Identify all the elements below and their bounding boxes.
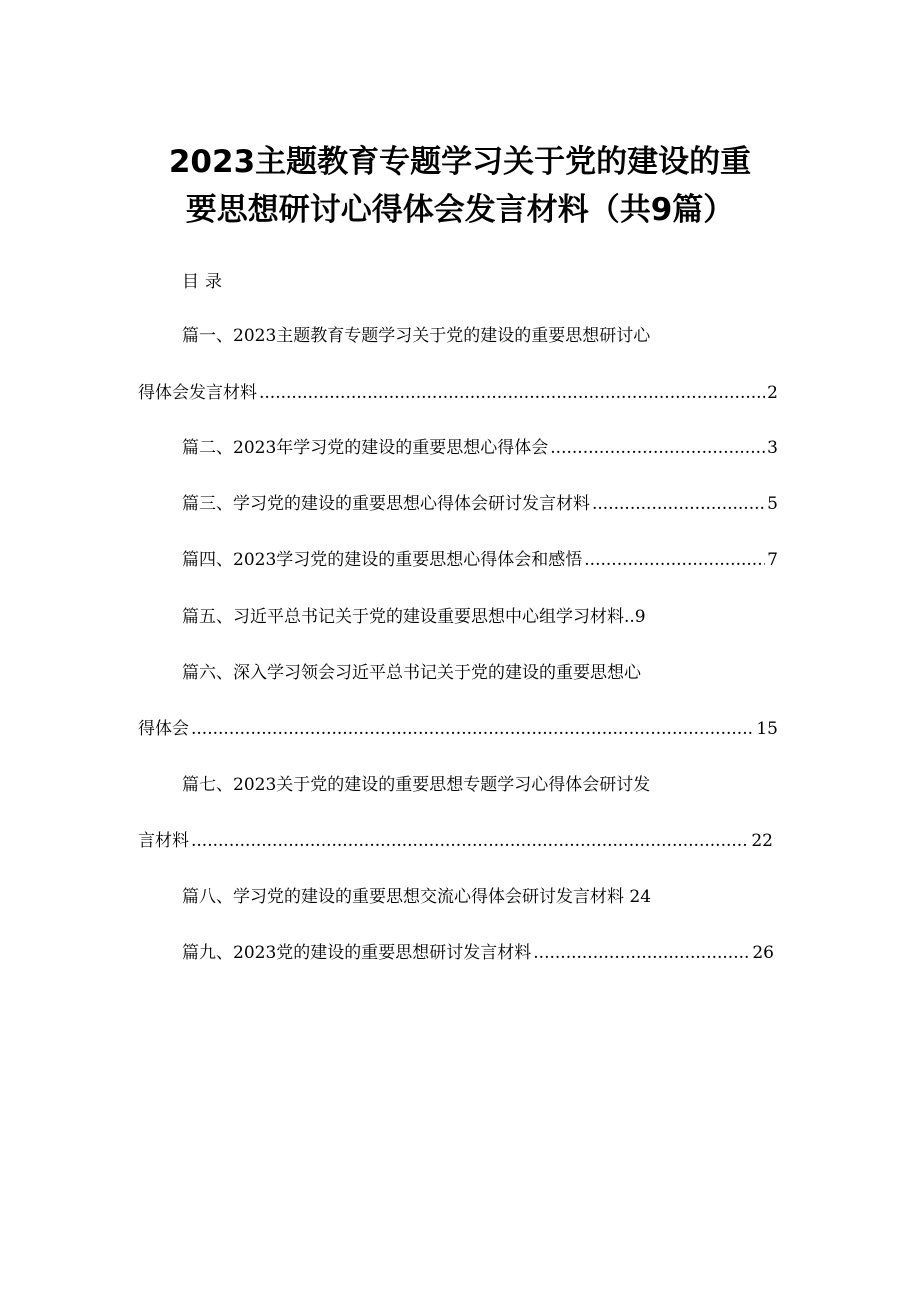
toc-entry-9[interactable] <box>182 940 774 966</box>
toc-entry-6-page: 15 <box>756 719 778 739</box>
toc-leader-dots <box>191 716 754 742</box>
toc-leader-dots <box>533 940 750 966</box>
toc-entry-7-line-2[interactable] <box>138 828 773 854</box>
toc-entry-3-page: 5 <box>767 494 778 514</box>
toc-leader-dots <box>592 491 765 517</box>
toc-entry-4-page: 7 <box>767 550 778 570</box>
document-title-line-2: 要思想研讨心得体会发言材料（共9篇） <box>185 192 735 228</box>
toc-entry-9-text: 篇九、2023党的建设的重要思想研讨发言材料 <box>182 943 532 963</box>
toc-leader-dots <box>259 380 765 406</box>
toc-entry-7-line-1[interactable]: 篇七、2023关于党的建设的重要思想专题学习心得体会研讨发 <box>182 775 651 795</box>
document-title-line-1: 2023主题教育专题学习关于党的建设的重 <box>168 144 752 180</box>
toc-leader-dots <box>584 547 765 573</box>
toc-entry-7-page: 22 <box>751 831 773 851</box>
toc-entry-5[interactable]: 篇五、习近平总书记关于党的建设重要思想中心组学习材料..9 <box>182 607 646 627</box>
toc-entry-3[interactable] <box>182 491 778 517</box>
toc-entry-8[interactable]: 篇八、学习党的建设的重要思想交流心得体会研讨发言材料 24 <box>182 887 652 907</box>
toc-entry-2-page: 3 <box>767 438 778 458</box>
toc-entry-7-text: 言材料 <box>138 831 189 851</box>
toc-entry-2[interactable] <box>182 435 778 461</box>
toc-entry-2-text: 篇二、2023年学习党的建设的重要思想心得体会 <box>182 438 549 458</box>
toc-entry-6-text: 得体会 <box>138 719 189 739</box>
toc-leader-dots <box>191 828 749 854</box>
toc-heading: 目录 <box>182 272 228 292</box>
toc-entry-1-text: 得体会发言材料 <box>138 383 257 403</box>
toc-entry-4-text: 篇四、2023学习党的建设的重要思想心得体会和感悟 <box>182 550 583 570</box>
toc-entry-9-page: 26 <box>752 943 774 963</box>
toc-entry-4[interactable] <box>182 547 778 573</box>
toc-entry-1-page: 2 <box>767 383 778 403</box>
toc-entry-1-line-2[interactable] <box>138 380 778 406</box>
toc-leader-dots <box>550 435 765 461</box>
toc-entry-3-text: 篇三、学习党的建设的重要思想心得体会研讨发言材料 <box>182 494 590 514</box>
toc-entry-6-line-2[interactable] <box>138 716 778 742</box>
toc-entry-6-line-1[interactable]: 篇六、深入学习领会习近平总书记关于党的建设的重要思想心 <box>182 663 641 683</box>
toc-entry-1-line-1[interactable]: 篇一、2023主题教育专题学习关于党的建设的重要思想研讨心 <box>182 326 651 346</box>
